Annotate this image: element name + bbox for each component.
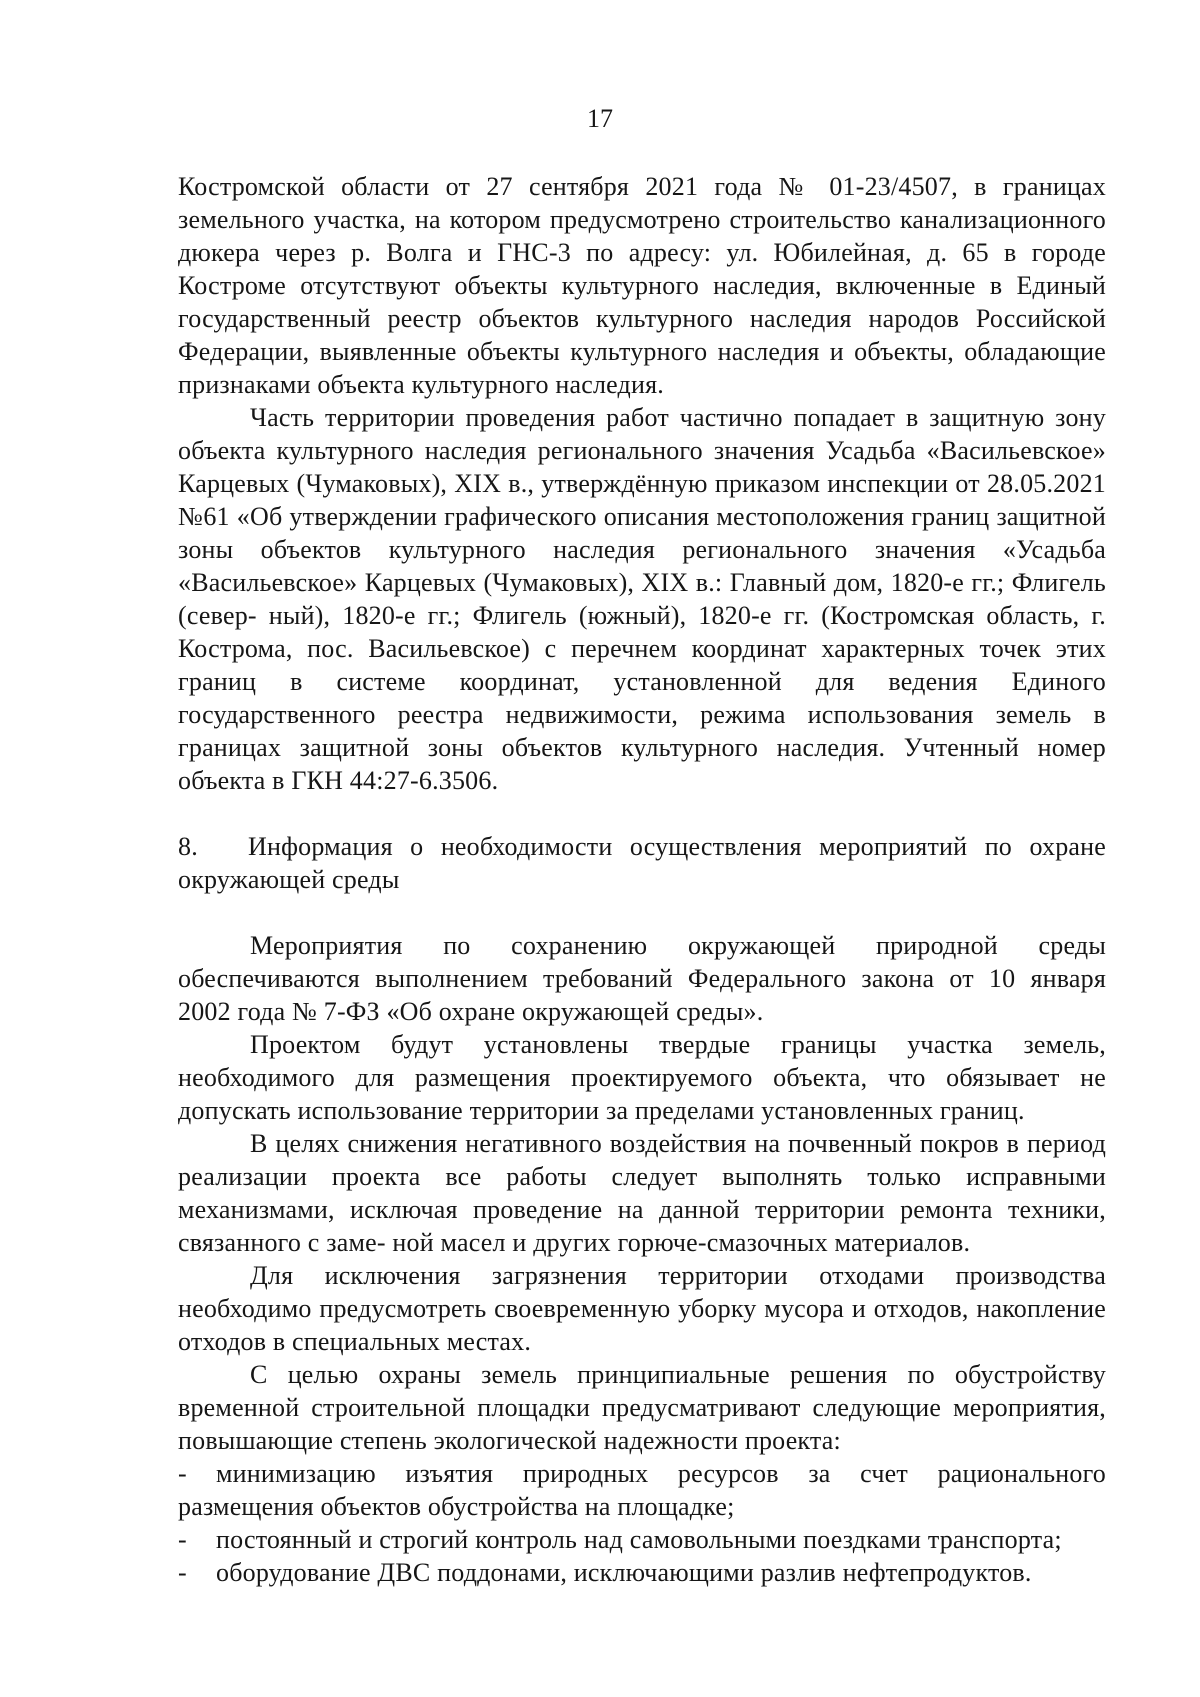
paragraph-environment-law: Мероприятия по сохранению окружающей природной среды обеспечиваются выполнением требований Федерального закона от 10 января 2002 года № 7-ФЗ «Об охране окружающей среды». — [178, 931, 1106, 1026]
paragraph-waste-control: Для исключения загрязнения территории отходами производства необходимо предусмотреть своевременную уборку мусора и отходов, накопление отходов в специальных местах. — [178, 1261, 1106, 1356]
list-item — [178, 1556, 1106, 1589]
document-body — [178, 170, 1106, 1589]
section-heading — [178, 830, 1106, 896]
paragraph-land-protection: С целью охраны земель принципиальные решения по обустройству временной строительной площадки предусматривают следующие мероприятия, повышающие степень экологической надежности проекта: — [178, 1360, 1106, 1455]
list-item-text: оборудование ДВС поддонами, исключающими разлив нефтепродуктов. — [216, 1558, 1032, 1587]
paragraph-heritage-absence: Костромской области от 27 сентября 2021 года № 01-23/4507, в границах земельного участка, на котором предусмотрено строительство канализационного дюкера через р. Волга и ГНС-3 по адресу: ул. Юбилейная, д. 65 в городе Костроме отсутствуют объекты культурного наследия, включенные в Единый государственный реестр объектов культурного наследия народов Российской Федерации, выявленные объекты культурного наследия и объекты, обладающие признаками объекта культурного наследия. — [178, 172, 1106, 399]
list-item — [178, 1523, 1106, 1556]
section-spacer — [178, 896, 1106, 929]
paragraph-soil-protection: В целях снижения негативного воздействия на почвенный покров в период реализации проекта все работы следует выполнять только исправными механизмами, исключая проведение на данной территории ремонта техники, связанного с заме- ной масел и других горюче-смазочных материалов. — [178, 1129, 1106, 1257]
bullet-marker: - — [178, 1459, 187, 1488]
bullet-marker: - — [178, 1525, 187, 1554]
section-title: Информация о необходимости осуществления мероприятий по охране окружающей среды — [178, 832, 1106, 894]
list-item-text: минимизацию изъятия природных ресурсов за счет рационального размещения объектов обустройства на площадке; — [178, 1459, 1106, 1521]
section-number: 8. — [178, 832, 198, 861]
paragraph-protective-zone: Часть территории проведения работ частично попадает в защитную зону объекта культурного наследия регионального значения Усадьба «Васильевское» Карцевых (Чумаковых), XIX в., утверждённую приказом инспекции от 28.05.2021 №61 «Об утверждении графического описания местоположения границ защитной зоны объектов культурного наследия регионального значения «Усадьба «Васильевское» Карцевых (Чумаковых), XIX в.: Главный дом, 1820-е гг.; Флигель (север- ный), 1820-е гг.; Флигель (южный), 1820-е гг. (Костромская область, г. Кострома, пос. Васильевское) с перечнем координат характерных точек этих границ в системе координат, установленной для ведения Единого государственного реестра недвижимости, режима использования земель в границах защитной зоны объектов культурного наследия. Учтенный номер объекта в ГКН 44:27-6.3506. — [178, 403, 1106, 795]
paragraph-land-boundaries: Проектом будут установлены твердые границы участка земель, необходимого для размещения проектируемого объекта, что обязывает не допускать использование территории за пределами установленных границ. — [178, 1030, 1106, 1125]
page-number: 17 — [587, 104, 613, 133]
list-item — [178, 1457, 1106, 1523]
bullet-marker: - — [178, 1558, 187, 1587]
list-item-text: постоянный и строгий контроль над самовольными поездками транспорта; — [216, 1525, 1062, 1554]
